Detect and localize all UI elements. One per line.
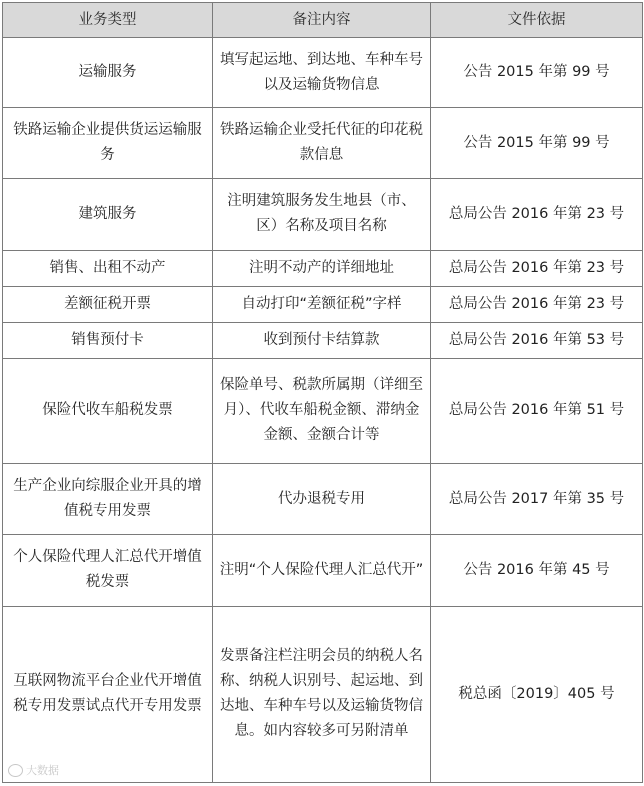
business-type-cell: 建筑服务	[3, 179, 213, 250]
table-row	[3, 464, 643, 535]
document-basis-cell: 总局公告 2016 年第 51 号	[431, 358, 643, 463]
document-basis-cell: 总局公告 2016 年第 53 号	[431, 322, 643, 358]
header-row	[3, 3, 643, 38]
table-row	[3, 38, 643, 108]
business-type-cell: 生产企业向综服企业开具的增值税专用发票	[3, 464, 213, 535]
table-row	[3, 250, 643, 286]
watermark-text: 大数据	[26, 764, 59, 777]
business-type-cell: 销售、出租不动产	[3, 250, 213, 286]
note-content-cell: 自动打印“差额征税”字样	[213, 286, 431, 322]
note-content-cell: 发票备注栏注明会员的纳税人名称、纳税人识别号、起运地、到达地、车种车号以及运输货物信息。如内容较多可另附清单	[213, 606, 431, 783]
note-content-cell: 注明建筑服务发生地县（市、区）名称及项目名称	[213, 179, 431, 250]
note-content-cell: 注明“个人保险代理人汇总代开”	[213, 535, 431, 606]
logo-mark-icon	[8, 764, 23, 777]
table-row	[3, 286, 643, 322]
header-business-type: 业务类型	[3, 3, 213, 38]
invoice-notes-table	[2, 2, 643, 783]
table-row	[3, 535, 643, 606]
document-basis-cell: 公告 2015 年第 99 号	[431, 108, 643, 179]
document-basis-cell: 总局公告 2016 年第 23 号	[431, 286, 643, 322]
table-row	[3, 322, 643, 358]
document-basis-cell: 总局公告 2017 年第 35 号	[431, 464, 643, 535]
business-type-cell: 销售预付卡	[3, 322, 213, 358]
note-content-cell: 注明不动产的详细地址	[213, 250, 431, 286]
note-content-cell: 收到预付卡结算款	[213, 322, 431, 358]
header-document-basis: 文件依据	[431, 3, 643, 38]
business-type-cell: 个人保险代理人汇总代开增值税发票	[3, 535, 213, 606]
note-content-cell: 铁路运输企业受托代征的印花税款信息	[213, 108, 431, 179]
business-type-cell: 保险代收车船税发票	[3, 358, 213, 463]
business-type-cell: 差额征税开票	[3, 286, 213, 322]
table-row	[3, 108, 643, 179]
business-type-cell: 运输服务	[3, 38, 213, 108]
document-basis-cell: 公告 2016 年第 45 号	[431, 535, 643, 606]
business-type-cell: 互联网物流平台企业代开增值税专用发票试点代开专用发票	[3, 606, 213, 783]
note-content-cell: 代办退税专用	[213, 464, 431, 535]
document-basis-cell: 总局公告 2016 年第 23 号	[431, 250, 643, 286]
header-note-content: 备注内容	[213, 3, 431, 38]
watermark	[8, 762, 59, 778]
note-content-cell: 填写起运地、到达地、车种车号以及运输货物信息	[213, 38, 431, 108]
table-row	[3, 358, 643, 463]
business-type-cell: 铁路运输企业提供货运运输服务	[3, 108, 213, 179]
document-basis-cell: 税总函〔2019〕405 号	[431, 606, 643, 783]
table-row	[3, 606, 643, 783]
note-content-cell: 保险单号、税款所属期（详细至月）、代收车船税金额、滞纳金金额、金额合计等	[213, 358, 431, 463]
document-basis-cell: 公告 2015 年第 99 号	[431, 38, 643, 108]
table-row	[3, 179, 643, 250]
document-basis-cell: 总局公告 2016 年第 23 号	[431, 179, 643, 250]
